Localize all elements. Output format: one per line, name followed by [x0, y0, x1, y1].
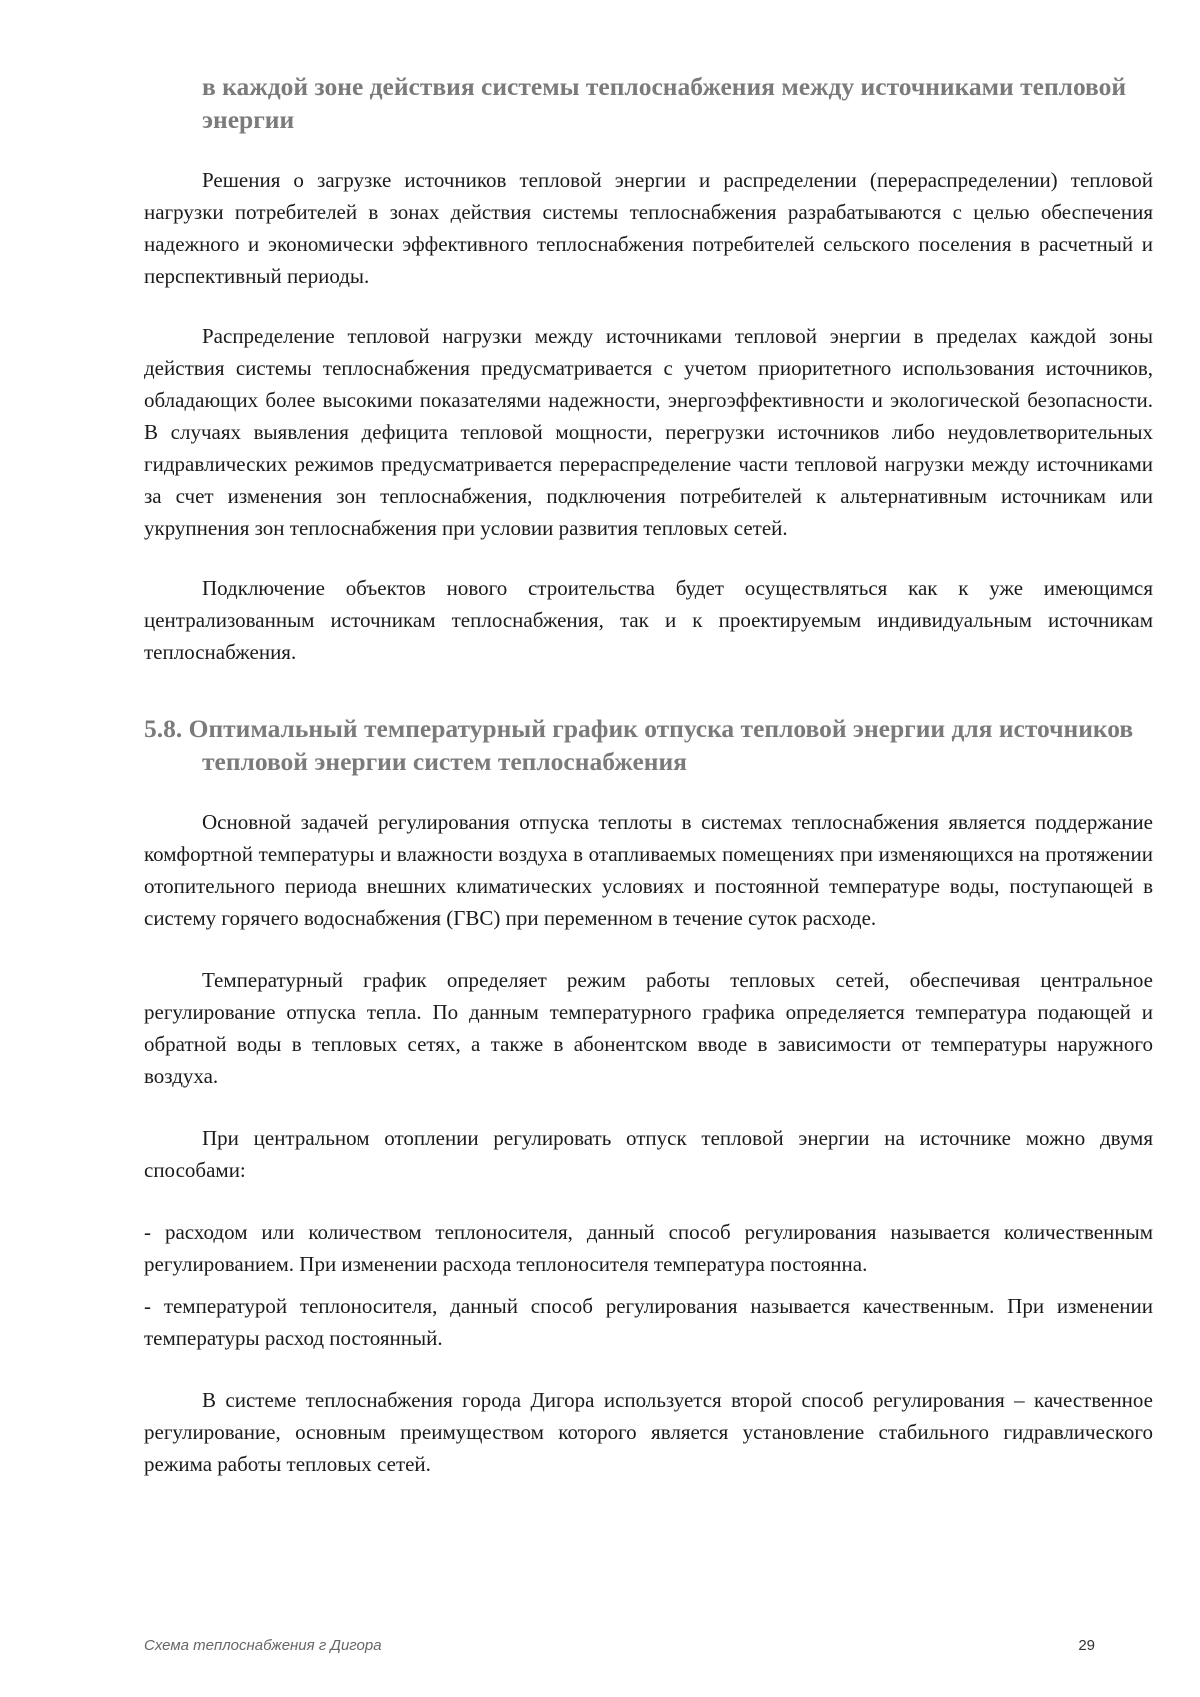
paragraph-load-decisions: Решения о загрузке источников тепловой энергии и распределении (перераспределении) тепловой нагрузки потребителей в зонах действия системы теплоснабжения разрабатываются с целью обеспечения надежного и экономически эффективного теплоснабжения потребителей сельского поселения в расчетный и перспективный периоды.	[144, 168, 1153, 288]
footer-page-number: 29	[1078, 1637, 1095, 1654]
paragraph-digora-regulation: В системе теплоснабжения города Дигора используется второй способ регулирования – качественное регулирование, основным преимуществом которого является установление стабильного гидравлического режима работы тепловых сетей.	[144, 1388, 1153, 1476]
paragraph-regulation-task: Основной задачей регулирования отпуска теплоты в системах теплоснабжения является поддержание комфортной температуры и влажности воздуха в отапливаемых помещениях при изменяющихся на протяжении отопительного периода внешних климатических условиях и постоянной температуре воды, поступающей в систему горячего водоснабжения (ГВС) при переменном в течение суток расходе.	[144, 810, 1153, 930]
list-item-quantitative: - расходом или количеством теплоносителя, данный способ регулирования называется количественным регулированием. При изменении расхода теплоносителя температура постоянна.	[144, 1220, 1153, 1276]
list-item-qualitative: - температурой теплоносителя, данный способ регулирования называется качественным. При изменении температуры расход постоянный.	[144, 1294, 1153, 1350]
paragraph-new-connections: Подключение объектов нового строительства будет осуществляться как к уже имеющимся централизованным источникам теплоснабжения, так и к проектируемым индивидуальным источникам теплоснабжения.	[144, 576, 1153, 664]
paragraph-regulation-methods: При центральном отоплении регулировать отпуск тепловой энергии на источнике можно двумя способами:	[144, 1126, 1153, 1182]
paragraph-temperature-graph: Температурный график определяет режим работы тепловых сетей, обеспечивая центральное регулирование отпуска тепла. По данным температурного графика определяется температура подающей и обратной воды в тепловых сетях, а также в абонентском вводе в зависимости от температуры наружного воздуха.	[144, 968, 1153, 1088]
section-heading-5-8: 5.8. Оптимальный температурный график отпуска тепловой энергии для источников тепловой энергии систем теплоснабжения	[144, 714, 1134, 776]
page-content	[144, 70, 1153, 1480]
footer-document-title: Схема теплоснабжения г Дигора	[144, 1637, 382, 1654]
paragraph-load-distribution: Распределение тепловой нагрузки между источниками тепловой энергии в пределах каждой зоны действия системы теплоснабжения предусматривается с учетом приоритетного использования источников, обладающих более высокими показателями надежности, энергоэффективности и экологической безопасности. В случаях выявления дефицита тепловой мощности, перегрузки источников либо неудовлетворительных гидравлических режимов предусматривается перераспределение части тепловой нагрузки между источниками за счет изменения зон теплоснабжения, подключения потребителей к альтернативным источникам или укрупнения зон теплоснабжения при условии развития тепловых сетей.	[144, 324, 1153, 540]
section-heading-continuation: в каждой зоне действия системы теплоснабжения между источниками тепловой энергии	[202, 72, 1127, 134]
